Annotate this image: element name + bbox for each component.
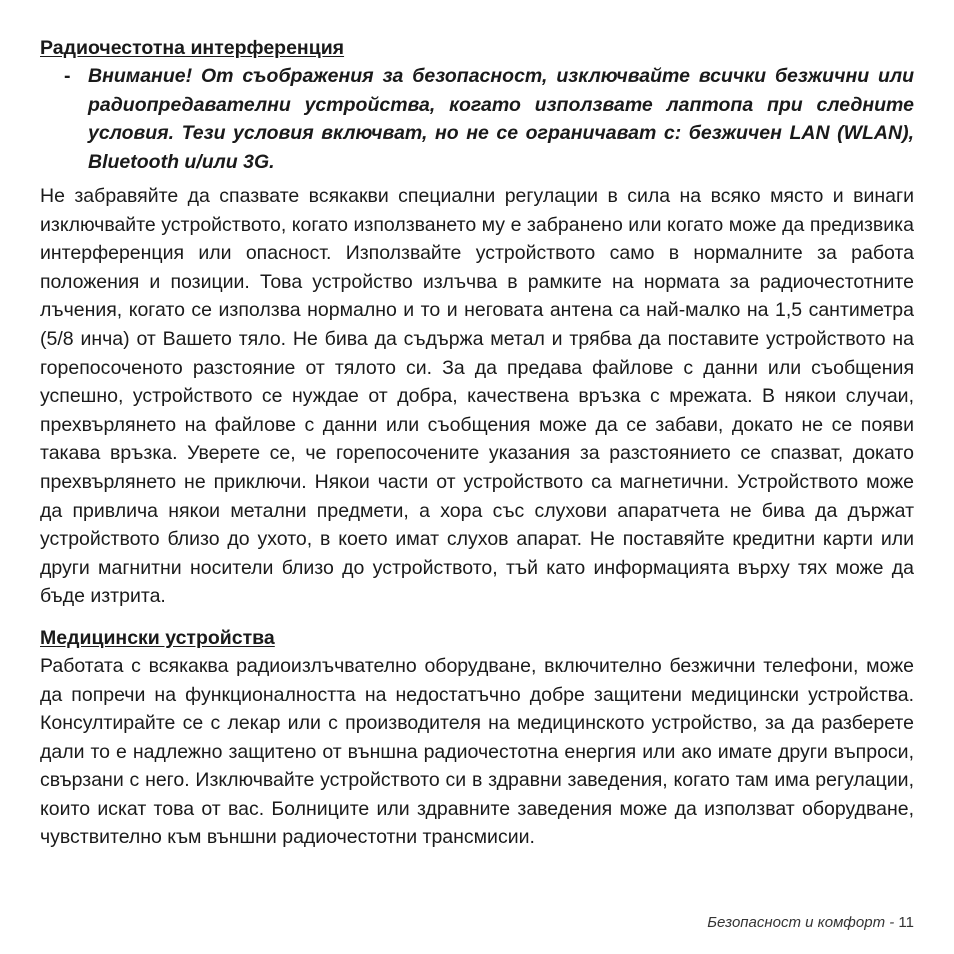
radio-interference-paragraph: Не забравяйте да спазвате всякакви специални регулации в сила на всяко място и винаги изключвайте устройството, когато използването му е забранено или когато може да предизвика интерференция или опасност. Използвайте устройството само в нормалните за работа положения и позиции. Това устройство излъчва в рамките на нормата за радиочестотните лъчения, когато се използва нормално и то и неговата антена са най-малко на 1,5 сантиметра (5/8 инча) от Вашето тяло. Не бива да съдържа метал и трябва да поставите устройството на горепосоченото разстояние от тялото си. За да предава файлове с данни или съобщения успешно, устройството се нуждае от добра, качествена връзка с мрежата. В някои случаи, прехвърлянето на файлове с данни или съобщения може да се забави, докато не се появи такава връзка. Уверете се, че горепосочените указания за разстоянието се спазват, докато прехвърлянето не приключи. Някои части от устройството са магнетични. Устройството може да привлича някои метални предмети, а хора със слухови апаратчета не бива да държат устройството близо до ухото, в което имат слухов апарат. Не поставяйте кредитни карти или други магнитни носители близо до устройството, тъй като информацията върху тях може да бъде изтрита. (40, 185, 914, 608)
page-footer (707, 914, 914, 931)
section-heading-radio-interference: Радиочестотна интерференция (40, 37, 345, 59)
section-heading-medical-devices: Медицински устройства (40, 626, 275, 649)
medical-devices-paragraph: Работата с всякаква радиоизлъчвателно оборудване, включително безжични телефони, може да попречи на функционалността на недостатъчно добре защитени медицински устройства. Консултирайте се с лекар или с производителя на медицинското устройство, за да разберете дали то е надлежно защитено от външна радиочестотна енергия или ако имате други въпроси, свързани с него. Изключвайте устройството си в здравни заведения, когато там има регулации, които искат това от вас. Болниците или здравните заведения може да използват оборудване, чувствително към външни радиочестотни трансмисии. (40, 654, 914, 849)
warning-text: Внимание! От съображения за безопасност, изключвайте всички безжични или радиопредавателни устройства, когато използвате лаптопа при следните условия. Тези условия включват, но не се ограничават с: безжичен LAN (WLAN), Bluetooth и/или 3G. (88, 65, 914, 173)
page-number: 11 (898, 914, 914, 931)
footer-title: Безопасност и комфорт - (707, 914, 899, 931)
document-page (40, 34, 914, 852)
warning-item (40, 62, 914, 176)
bullet-dash: - (64, 65, 71, 87)
